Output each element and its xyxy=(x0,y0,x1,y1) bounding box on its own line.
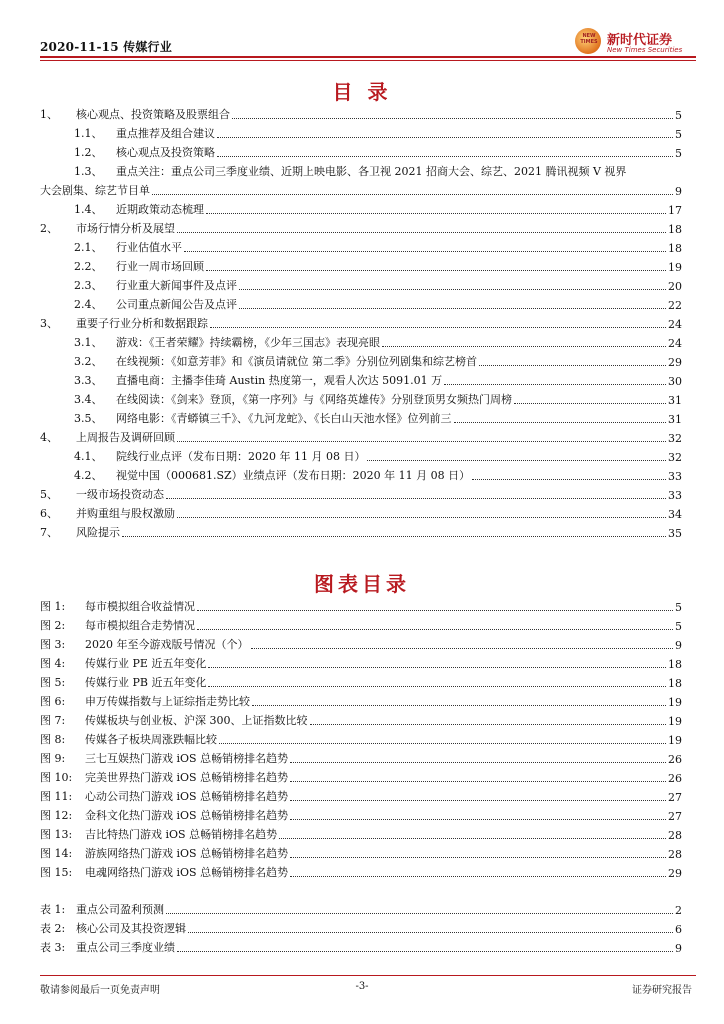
toc-entry[interactable] xyxy=(40,448,682,464)
toc-entry[interactable] xyxy=(40,901,682,917)
toc-entry[interactable] xyxy=(40,486,682,502)
toc-entry-continuation xyxy=(40,182,682,198)
page-number: -3- xyxy=(355,981,369,992)
entry-number: 3.1、 xyxy=(74,336,103,349)
toc-entry[interactable] xyxy=(40,636,682,652)
entry-page: 20 xyxy=(668,280,682,293)
toc-entry[interactable] xyxy=(40,334,682,350)
leader-dots xyxy=(208,667,666,668)
toc-entry[interactable] xyxy=(40,239,682,255)
entry-number: 图 14: xyxy=(40,847,73,860)
toc-entry[interactable] xyxy=(40,617,682,633)
entry-page: 28 xyxy=(668,848,682,861)
entry-page: 2 xyxy=(675,904,682,917)
company-logo xyxy=(575,24,695,60)
leader-dots xyxy=(177,232,666,233)
toc-entry[interactable] xyxy=(40,106,682,122)
leader-dots xyxy=(122,536,666,537)
entry-page: 18 xyxy=(668,242,682,255)
entry-title: 行业一周市场回顾 xyxy=(116,260,204,273)
entry-page: 27 xyxy=(668,791,682,804)
entry-page: 19 xyxy=(668,715,682,728)
entry-title: 核心公司及其投资逻辑 xyxy=(76,922,186,935)
entry-title: 申万传媒指数与上证综指走势比较 xyxy=(85,695,250,708)
entry-title: 重点公司三季度业绩 xyxy=(76,941,175,954)
entry-title: 公司重点新闻公告及点评 xyxy=(116,298,237,311)
entry-page: 5 xyxy=(675,620,682,633)
entry-title: 三七互娱热门游戏 iOS 总畅销榜排名趋势 xyxy=(85,752,289,765)
logo-emblem-text: NEW TIMES xyxy=(580,33,598,45)
entry-page: 27 xyxy=(668,810,682,823)
entry-title: 核心观点、投资策略及股票组合 xyxy=(76,108,230,121)
leader-dots xyxy=(177,951,673,952)
entry-title: 上周报告及调研回顾 xyxy=(76,431,175,444)
header-date-industry: 2020-11-15 传媒行业 xyxy=(40,40,172,54)
entry-page: 22 xyxy=(668,299,682,312)
entry-page: 31 xyxy=(668,394,682,407)
leader-dots xyxy=(210,327,666,328)
entry-number: 1.3、 xyxy=(74,165,103,178)
entry-page: 6 xyxy=(675,923,682,936)
entry-page: 9 xyxy=(675,185,682,198)
entry-page: 26 xyxy=(668,772,682,785)
entry-title: 在线阅读：《剑来》登顶，《第一序列》与《网络英雄传》分别登顶男女频热门周榜 xyxy=(116,393,512,406)
entry-title: 并购重组与股权激励 xyxy=(76,507,175,520)
leader-dots xyxy=(310,724,667,725)
toc-entry[interactable] xyxy=(40,807,682,823)
leader-dots xyxy=(184,251,666,252)
entry-title: 吉比特热门游戏 iOS 总畅销榜排名趋势 xyxy=(85,828,278,841)
entry-page: 19 xyxy=(668,261,682,274)
toc-entry[interactable] xyxy=(40,769,682,785)
toc-entry[interactable] xyxy=(40,467,682,483)
entry-page: 33 xyxy=(668,489,682,502)
entry-number: 图 3: xyxy=(40,638,66,651)
entry-title: 游戏：《王者荣耀》持续霸榜，《少年三国志》表现亮眼 xyxy=(116,336,380,349)
entry-title: 重要子行业分析和数据跟踪 xyxy=(76,317,208,330)
toc-entry[interactable] xyxy=(40,258,682,274)
toc-entry[interactable] xyxy=(40,125,682,141)
toc-entry[interactable] xyxy=(40,788,682,804)
entry-page: 31 xyxy=(668,413,682,426)
entry-number: 图 6: xyxy=(40,695,66,708)
entry-number: 4.1、 xyxy=(74,450,103,463)
toc-entry[interactable] xyxy=(40,731,682,747)
entry-title: 每市模拟组合收益情况 xyxy=(85,600,195,613)
toc-entry[interactable] xyxy=(40,864,682,880)
entry-number: 表 2: xyxy=(40,922,66,935)
entry-number: 2.1、 xyxy=(74,241,103,254)
toc-entry[interactable] xyxy=(40,750,682,766)
entry-title: 一级市场投资动态 xyxy=(76,488,164,501)
entry-page: 30 xyxy=(668,375,682,388)
leader-dots xyxy=(152,194,673,195)
entry-page: 18 xyxy=(668,677,682,690)
toc-entry[interactable] xyxy=(40,315,682,331)
entry-page: 5 xyxy=(675,128,682,141)
toc-entry[interactable] xyxy=(40,144,682,160)
entry-title: 网络电影：《青蟒镇三千》、《九河龙蛇》、《长白山天池水怪》位列前三 xyxy=(116,412,452,425)
entry-number: 3.5、 xyxy=(74,412,103,425)
leader-dots xyxy=(514,403,666,404)
toc-entry[interactable] xyxy=(40,163,682,179)
entry-title: 心动公司热门游戏 iOS 总畅销榜排名趋势 xyxy=(85,790,289,803)
entry-number: 4.2、 xyxy=(74,469,103,482)
toc-entry[interactable] xyxy=(40,693,682,709)
entry-number: 图 7: xyxy=(40,714,66,727)
entry-page: 32 xyxy=(668,432,682,445)
leader-dots xyxy=(290,819,666,820)
entry-title: 重点公司盈利预测 xyxy=(76,903,164,916)
leader-dots xyxy=(217,156,673,157)
leader-dots xyxy=(197,610,673,611)
entry-page: 32 xyxy=(668,451,682,464)
entry-title: 院线行业点评（发布日期：2020 年 11 月 08 日） xyxy=(116,450,366,463)
entry-page: 29 xyxy=(668,356,682,369)
leader-dots xyxy=(290,800,666,801)
entry-number: 4、 xyxy=(40,431,58,444)
leader-dots xyxy=(239,308,666,309)
footer-disclaimer: 敬请参阅最后一页免责声明 xyxy=(40,985,160,996)
entry-title: 视觉中国（000681.SZ）业绩点评（发布日期：2020 年 11 月 08 日） xyxy=(116,469,471,482)
leader-dots xyxy=(188,932,673,933)
entry-number: 图 8: xyxy=(40,733,66,746)
entry-number: 表 1: xyxy=(40,903,66,916)
entry-number: 图 9: xyxy=(40,752,66,765)
leader-dots xyxy=(382,346,666,347)
leader-dots xyxy=(444,384,666,385)
leader-dots xyxy=(239,289,666,290)
entry-number: 1.2、 xyxy=(74,146,103,159)
toc-entry[interactable] xyxy=(40,845,682,861)
entry-page: 18 xyxy=(668,223,682,236)
entry-title: 核心观点及投资策略 xyxy=(116,146,215,159)
entry-page: 19 xyxy=(668,734,682,747)
entry-title: 传媒行业 PE 近五年变化 xyxy=(85,657,207,670)
entry-page: 19 xyxy=(668,696,682,709)
toc-entry[interactable] xyxy=(40,201,682,217)
entry-number: 图 10: xyxy=(40,771,73,784)
leader-dots xyxy=(217,137,673,138)
leader-dots xyxy=(252,705,666,706)
logo-name-en: New Times Securities xyxy=(607,46,683,54)
entry-title: 重点推荐及组合建议 xyxy=(116,127,215,140)
leader-dots xyxy=(208,686,666,687)
leader-dots xyxy=(279,838,666,839)
toc-title: 目 录 xyxy=(332,80,392,104)
leader-dots xyxy=(166,913,673,914)
leader-dots xyxy=(232,118,673,119)
entry-number: 图 5: xyxy=(40,676,66,689)
entry-page: 35 xyxy=(668,527,682,540)
leader-dots xyxy=(206,213,666,214)
entry-number: 图 12: xyxy=(40,809,73,822)
entry-page: 33 xyxy=(668,470,682,483)
leader-dots xyxy=(479,365,666,366)
toc-entry[interactable] xyxy=(40,391,682,407)
entry-number: 图 2: xyxy=(40,619,66,632)
entry-title: 行业重大新闻事件及点评 xyxy=(116,279,237,292)
toc-entry[interactable] xyxy=(40,296,682,312)
entry-title: 风险提示 xyxy=(76,526,120,539)
entry-number: 1.1、 xyxy=(74,127,103,140)
leader-dots xyxy=(251,648,674,649)
entry-title: 市场行情分析及展望 xyxy=(76,222,175,235)
entry-number: 图 11: xyxy=(40,790,73,803)
toc-entry[interactable] xyxy=(40,920,682,936)
entry-title: 电魂网络热门游戏 iOS 总畅销榜排名趋势 xyxy=(85,866,289,879)
toc-entry[interactable] xyxy=(40,505,682,521)
leader-dots xyxy=(290,781,666,782)
entry-title: 重点关注：重点公司三季度业绩、近期上映电影、各卫视 2021 招商大会、综艺、2021 腾讯视频 V 视界 xyxy=(116,165,627,178)
entry-page: 26 xyxy=(668,753,682,766)
toc-entry[interactable] xyxy=(40,429,682,445)
entry-number: 2.4、 xyxy=(74,298,103,311)
leader-dots xyxy=(454,422,667,423)
entry-page: 9 xyxy=(675,639,682,652)
entry-number: 5、 xyxy=(40,488,58,501)
entry-title: 近期政策动态梳理 xyxy=(116,203,204,216)
footer-report-type: 证券研究报告 xyxy=(632,985,692,996)
entry-number: 2、 xyxy=(40,222,58,235)
entry-number: 图 4: xyxy=(40,657,66,670)
entry-title: 传媒板块与创业板、沪深 300、上证指数比较 xyxy=(85,714,308,727)
entry-title: 完美世界热门游戏 iOS 总畅销榜排名趋势 xyxy=(85,771,289,784)
entry-title: 金科文化热门游戏 iOS 总畅销榜排名趋势 xyxy=(85,809,289,822)
entry-number: 2.2、 xyxy=(74,260,103,273)
entry-title: 行业估值水平 xyxy=(116,241,182,254)
entry-page: 24 xyxy=(668,337,682,350)
entry-number: 7、 xyxy=(40,526,58,539)
entry-number: 1、 xyxy=(40,108,58,121)
entry-page: 28 xyxy=(668,829,682,842)
entry-page: 34 xyxy=(668,508,682,521)
entry-title-cont: 大会剧集、综艺节目单 xyxy=(40,184,150,197)
entry-number: 图 15: xyxy=(40,866,73,879)
entry-page: 24 xyxy=(668,318,682,331)
entry-page: 18 xyxy=(668,658,682,671)
leader-dots xyxy=(472,479,666,480)
leader-dots xyxy=(177,517,666,518)
leader-dots xyxy=(219,743,666,744)
leader-dots xyxy=(367,460,666,461)
entry-title: 传媒各子板块周涨跌幅比较 xyxy=(85,733,217,746)
toc-entry[interactable] xyxy=(40,277,682,293)
toc-entry[interactable] xyxy=(40,524,682,540)
entry-title: 游族网络热门游戏 iOS 总畅销榜排名趋势 xyxy=(85,847,289,860)
entry-number: 表 3: xyxy=(40,941,66,954)
header-divider xyxy=(40,56,696,58)
entry-page: 5 xyxy=(675,601,682,614)
entry-number: 6、 xyxy=(40,507,58,520)
footer-divider xyxy=(40,975,696,976)
toc-entry[interactable] xyxy=(40,655,682,671)
toc-entry[interactable] xyxy=(40,826,682,842)
entry-page: 17 xyxy=(668,204,682,217)
entry-title: 传媒行业 PB 近五年变化 xyxy=(85,676,207,689)
header-divider-thin xyxy=(40,60,696,61)
toc-entry[interactable] xyxy=(40,410,682,426)
toc-entry[interactable] xyxy=(40,674,682,690)
entry-title: 每市模拟组合走势情况 xyxy=(85,619,195,632)
entry-title: 在线视频：《如意芳菲》和《演员请就位 第二季》分别位列剧集和综艺榜首 xyxy=(116,355,477,368)
toc-entry[interactable] xyxy=(40,372,682,388)
entry-page: 5 xyxy=(675,109,682,122)
entry-page: 29 xyxy=(668,867,682,880)
figures-index-title: 图表目录 xyxy=(314,572,410,596)
entry-title: 直播电商：主播李佳琦 Austin 热度第一，观看人次达 5091.01 万 xyxy=(116,374,443,387)
leader-dots xyxy=(206,270,666,271)
entry-number: 1.4、 xyxy=(74,203,103,216)
entry-number: 2.3、 xyxy=(74,279,103,292)
leader-dots xyxy=(290,876,666,877)
leader-dots xyxy=(166,498,666,499)
entry-title: 2020 年至今游戏版号情况（个） xyxy=(85,638,249,651)
entry-page: 5 xyxy=(675,147,682,160)
entry-number: 3.4、 xyxy=(74,393,103,406)
toc-entry[interactable] xyxy=(40,353,682,369)
toc-entry[interactable] xyxy=(40,712,682,728)
leader-dots xyxy=(290,857,666,858)
entry-number: 图 13: xyxy=(40,828,73,841)
entry-number: 图 1: xyxy=(40,600,66,613)
toc-entry[interactable] xyxy=(40,939,682,955)
toc-entry[interactable] xyxy=(40,598,682,614)
entry-number: 3.3、 xyxy=(74,374,103,387)
entry-page: 9 xyxy=(675,942,682,955)
leader-dots xyxy=(290,762,666,763)
entry-number: 3、 xyxy=(40,317,58,330)
logo-name-cn: 新时代证券 xyxy=(607,33,673,48)
toc-entry[interactable] xyxy=(40,220,682,236)
leader-dots xyxy=(177,441,666,442)
leader-dots xyxy=(197,629,673,630)
entry-number: 3.2、 xyxy=(74,355,103,368)
